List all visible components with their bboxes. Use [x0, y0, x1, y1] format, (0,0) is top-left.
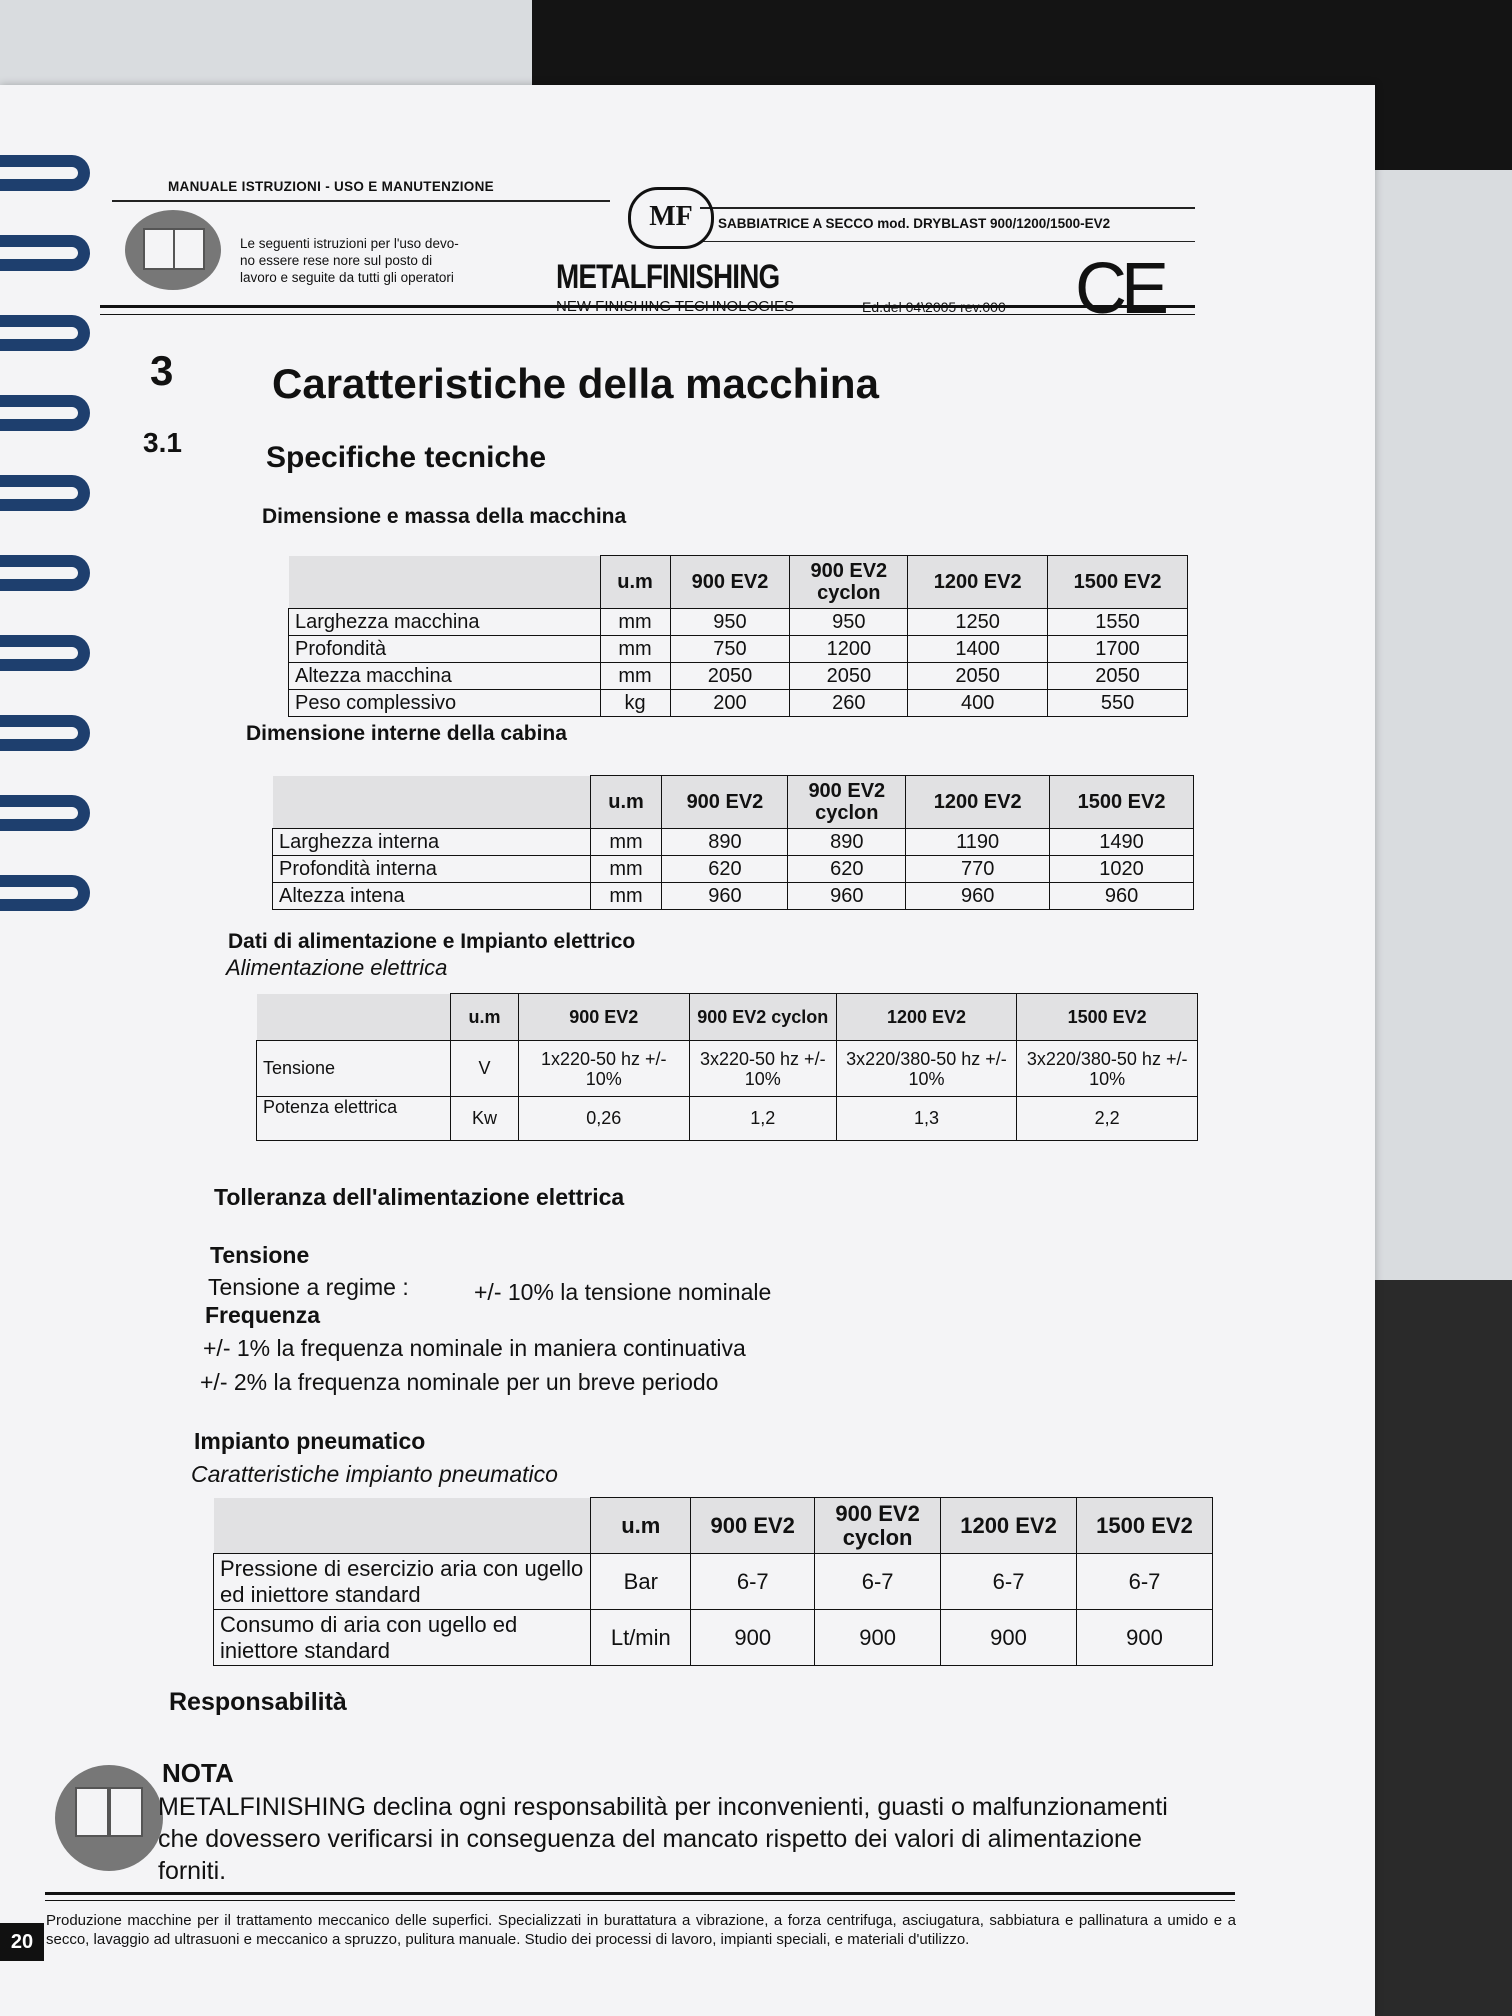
- voltage-heading: Tensione: [210, 1242, 310, 1268]
- brand-name: METALFINISHING: [556, 258, 780, 296]
- brand-logo: MF: [628, 187, 714, 249]
- power-title: Dati di alimentazione e Impianto elettrico: [228, 930, 636, 953]
- footer-rule: [45, 1900, 1235, 1901]
- voltage-label: Tensione a regime :: [208, 1274, 409, 1300]
- header-divider: [112, 200, 610, 202]
- power-subtitle: Alimentazione elettrica: [226, 955, 448, 980]
- table-row: Altezza macchina mm 2050 2050 2050 2050: [289, 663, 1188, 690]
- table-row: Tensione V 1x220-50 hz +/- 10% 3x220-50 hz +/- 10% 3x220/380-50 hz +/- 10% 3x220/380-50 hz +/- 10%: [257, 1041, 1198, 1097]
- frequency-line: +/- 2% la frequenza nominale per un breve periodo: [200, 1369, 719, 1395]
- table-row: Larghezza interna mm 890 890 1190 1490: [273, 829, 1194, 856]
- header-divider: [700, 241, 1195, 242]
- pneumatic-subtitle: Caratteristiche impianto pneumatico: [191, 1461, 558, 1487]
- frequency-line: +/- 1% la frequenza nominale in maniera continuativa: [203, 1335, 746, 1361]
- responsibility-title: Responsabilità: [169, 1688, 347, 1716]
- pneumatic-title: Impianto pneumatico: [194, 1428, 426, 1454]
- product-model: SABBIATRICE A SECCO mod. DRYBLAST 900/1200/1500-EV2: [718, 216, 1111, 231]
- ce-mark: CE: [1075, 249, 1164, 329]
- nota-title: NOTA: [162, 1758, 234, 1788]
- header-rule: [100, 305, 1195, 308]
- footer-text: Produzione macchine per il trattamento meccanico delle superfici. Specializzati in burattatura a vibrazione, a forza centrifuga, asciugatura, sabbiatura e pallinatura a umido e a secco, lavaggio ad ultrasuoni e meccanico a spruzzo, pulitura manuale. Studio dei processi di lavoro, impianti speciali, e materiali d'utilizzo.: [46, 1912, 1236, 1948]
- power-table: u.m 900 EV2 900 EV2 cyclon 1200 EV2 1500 EV2 Tensione V 1x220-50 hz +/- 10% 3x220-50 hz +/- 10% 3x220/380-50 hz +/- 10% 3x220/380-50 hz +/- 10% Potenza elettrica Kw 0,26 1,2 1,3 2,2: [256, 993, 1198, 1141]
- section-title: Specifiche tecniche: [266, 441, 547, 474]
- header-note: Le seguenti istruzioni per l'uso devo- no essere rese nore sul posto di lavoro e seguite da tutti gli operatori: [240, 236, 459, 285]
- manual-page: [0, 85, 1375, 2016]
- edition-label: Ed.del 04\2005 rev.000: [862, 299, 1006, 315]
- page-number: 20: [0, 1923, 44, 1961]
- brand-tagline: NEW FINISHING TECHNOLOGIES: [556, 298, 795, 315]
- table-row: Potenza elettrica Kw 0,26 1,2 1,3 2,2: [257, 1097, 1198, 1141]
- pneumatic-table: u.m 900 EV2 900 EV2 cyclon 1200 EV2 1500 EV2 Pressione di esercizio aria con ugello ed iniettore standard Bar 6-7 6-7 6-7 6-7 Consumo di aria con ugello ed iniettore standard Lt/min 900 900 900 900: [213, 1497, 1213, 1666]
- manual-title: MANUALE ISTRUZIONI - USO E MANUTENZIONE: [168, 179, 494, 194]
- section-number: 3.1: [143, 427, 182, 458]
- footer-rule: [45, 1892, 1235, 1895]
- dimensions-table: u.m 900 EV2 900 EV2 cyclon 1200 EV2 1500 EV2 Larghezza macchina mm 950 950 1250 1550 Profondità mm 750 1200 1400 1700 Altezza macchina mm 2050 2050 2050 2050 Peso complessivo kg 200 260 400 550: [288, 555, 1188, 717]
- table-row: Profondità mm 750 1200 1400 1700: [289, 636, 1188, 663]
- dimensions-title: Dimensione e massa della macchina: [262, 505, 627, 528]
- cabin-title: Dimensione interne della cabina: [246, 722, 567, 745]
- nota-text: METALFINISHING declina ogni responsabilità per inconvenienti, guasti o malfunzionamenti che dovessero verificarsi in conseguenza del mancato rispetto dei valori di alimentazione forniti.: [158, 1793, 1168, 1885]
- cabin-table: u.m 900 EV2 900 EV2 cyclon 1200 EV2 1500 EV2 Larghezza interna mm 890 890 1190 1490 Profondità interna mm 620 620 770 1020 Altezza intena mm 960 960 960 960: [272, 775, 1194, 910]
- frequency-heading: Frequenza: [205, 1302, 321, 1328]
- table-row: Peso complessivo kg 200 260 400 550: [289, 690, 1188, 717]
- book-icon: [55, 1765, 163, 1871]
- voltage-value: +/- 10% la tensione nominale: [474, 1279, 772, 1305]
- header-divider: [700, 207, 1195, 209]
- table-row: Consumo di aria con ugello ed iniettore standard Lt/min 900 900 900 900: [214, 1610, 1213, 1666]
- book-icon: [125, 210, 221, 290]
- chapter-title: Caratteristiche della macchina: [272, 360, 879, 407]
- chapter-number: 3: [150, 347, 174, 394]
- table-row: Pressione di esercizio aria con ugello ed iniettore standard Bar 6-7 6-7 6-7 6-7: [214, 1554, 1213, 1610]
- table-row: Profondità interna mm 620 620 770 1020: [273, 856, 1194, 883]
- table-row: Altezza intena mm 960 960 960 960: [273, 883, 1194, 910]
- header-rule: [100, 314, 1195, 315]
- tolerance-title: Tolleranza dell'alimentazione elettrica: [214, 1184, 625, 1210]
- background-surface: [1352, 1280, 1512, 2016]
- table-row: Larghezza macchina mm 950 950 1250 1550: [289, 609, 1188, 636]
